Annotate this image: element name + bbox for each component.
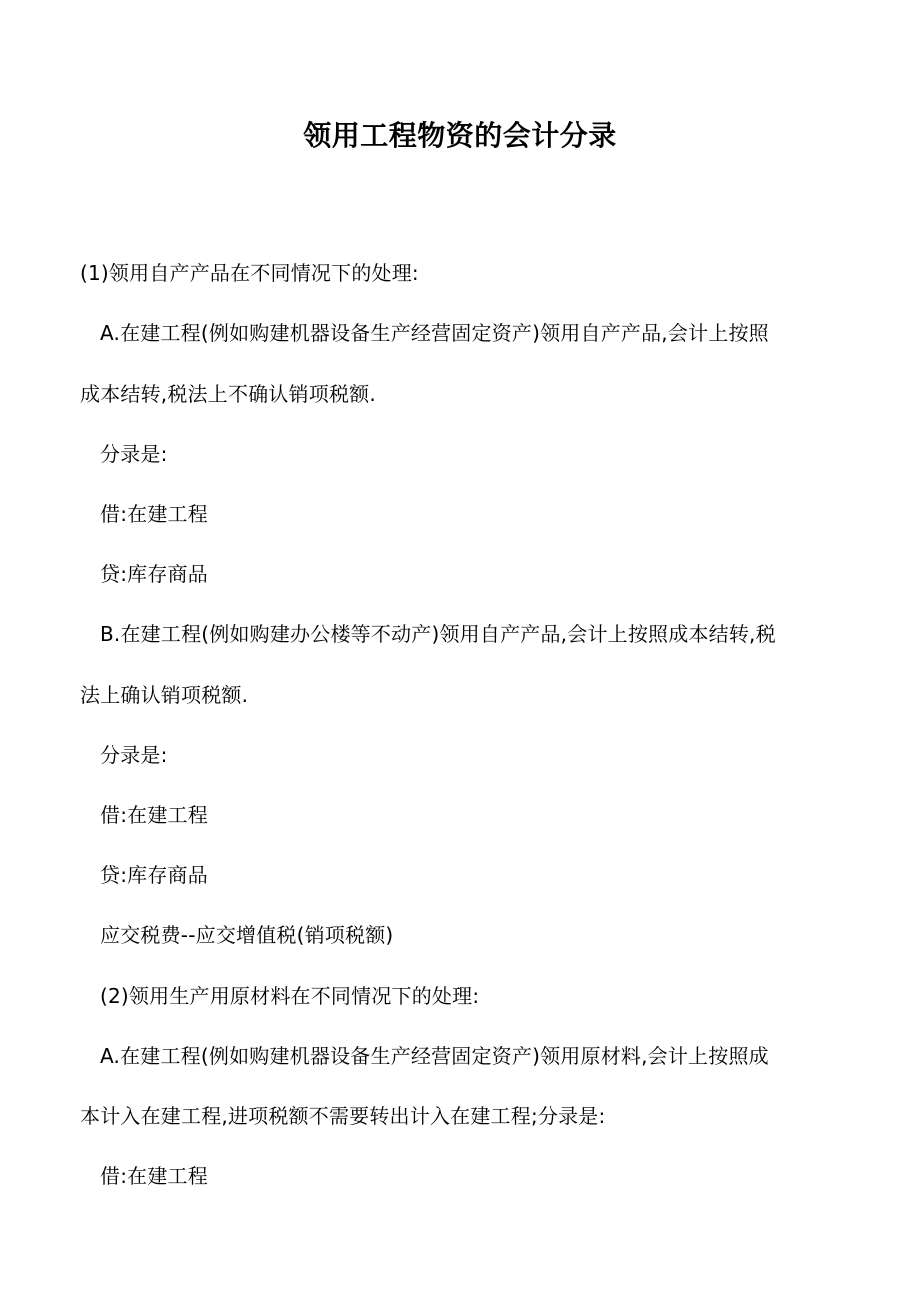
paragraph-line-1a-part2: 成本结转,税法上不确认销项税额.: [80, 382, 376, 406]
paragraph-line-tax-credit: 应交税费--应交增值税(销项税额): [100, 923, 394, 947]
paragraph-line-section-1-heading: (1)领用自产产品在不同情况下的处理:: [80, 261, 419, 285]
paragraph-line-debit: 借:在建工程: [100, 1164, 208, 1188]
paragraph-line-entry-label: 分录是:: [100, 743, 168, 767]
paragraph-line-debit: 借:在建工程: [100, 502, 208, 526]
paragraph-line-entry-label: 分录是:: [100, 442, 168, 466]
paragraph-line-credit: 贷:库存商品: [100, 562, 208, 586]
paragraph-line-2a-part1: A.在建工程(例如购建机器设备生产经营固定资产)领用原材料,会计上按照成: [100, 1044, 769, 1068]
paragraph-line-1b-part1: B.在建工程(例如购建办公楼等不动产)领用自产产品,会计上按照成本结转,税: [100, 622, 776, 646]
paragraph-line-2a-part2: 本计入在建工程,进项税额不需要转出计入在建工程;分录是:: [80, 1104, 606, 1128]
paragraph-line-section-2-heading: (2)领用生产用原材料在不同情况下的处理:: [100, 984, 480, 1008]
document-title: 领用工程物资的会计分录: [303, 119, 617, 152]
paragraph-line-debit: 借:在建工程: [100, 803, 208, 827]
paragraph-line-1b-part2: 法上确认销项税额.: [80, 683, 249, 707]
paragraph-line-credit: 贷:库存商品: [100, 863, 208, 887]
paragraph-line-1a-part1: A.在建工程(例如购建机器设备生产经营固定资产)领用自产产品,会计上按照: [100, 321, 769, 345]
